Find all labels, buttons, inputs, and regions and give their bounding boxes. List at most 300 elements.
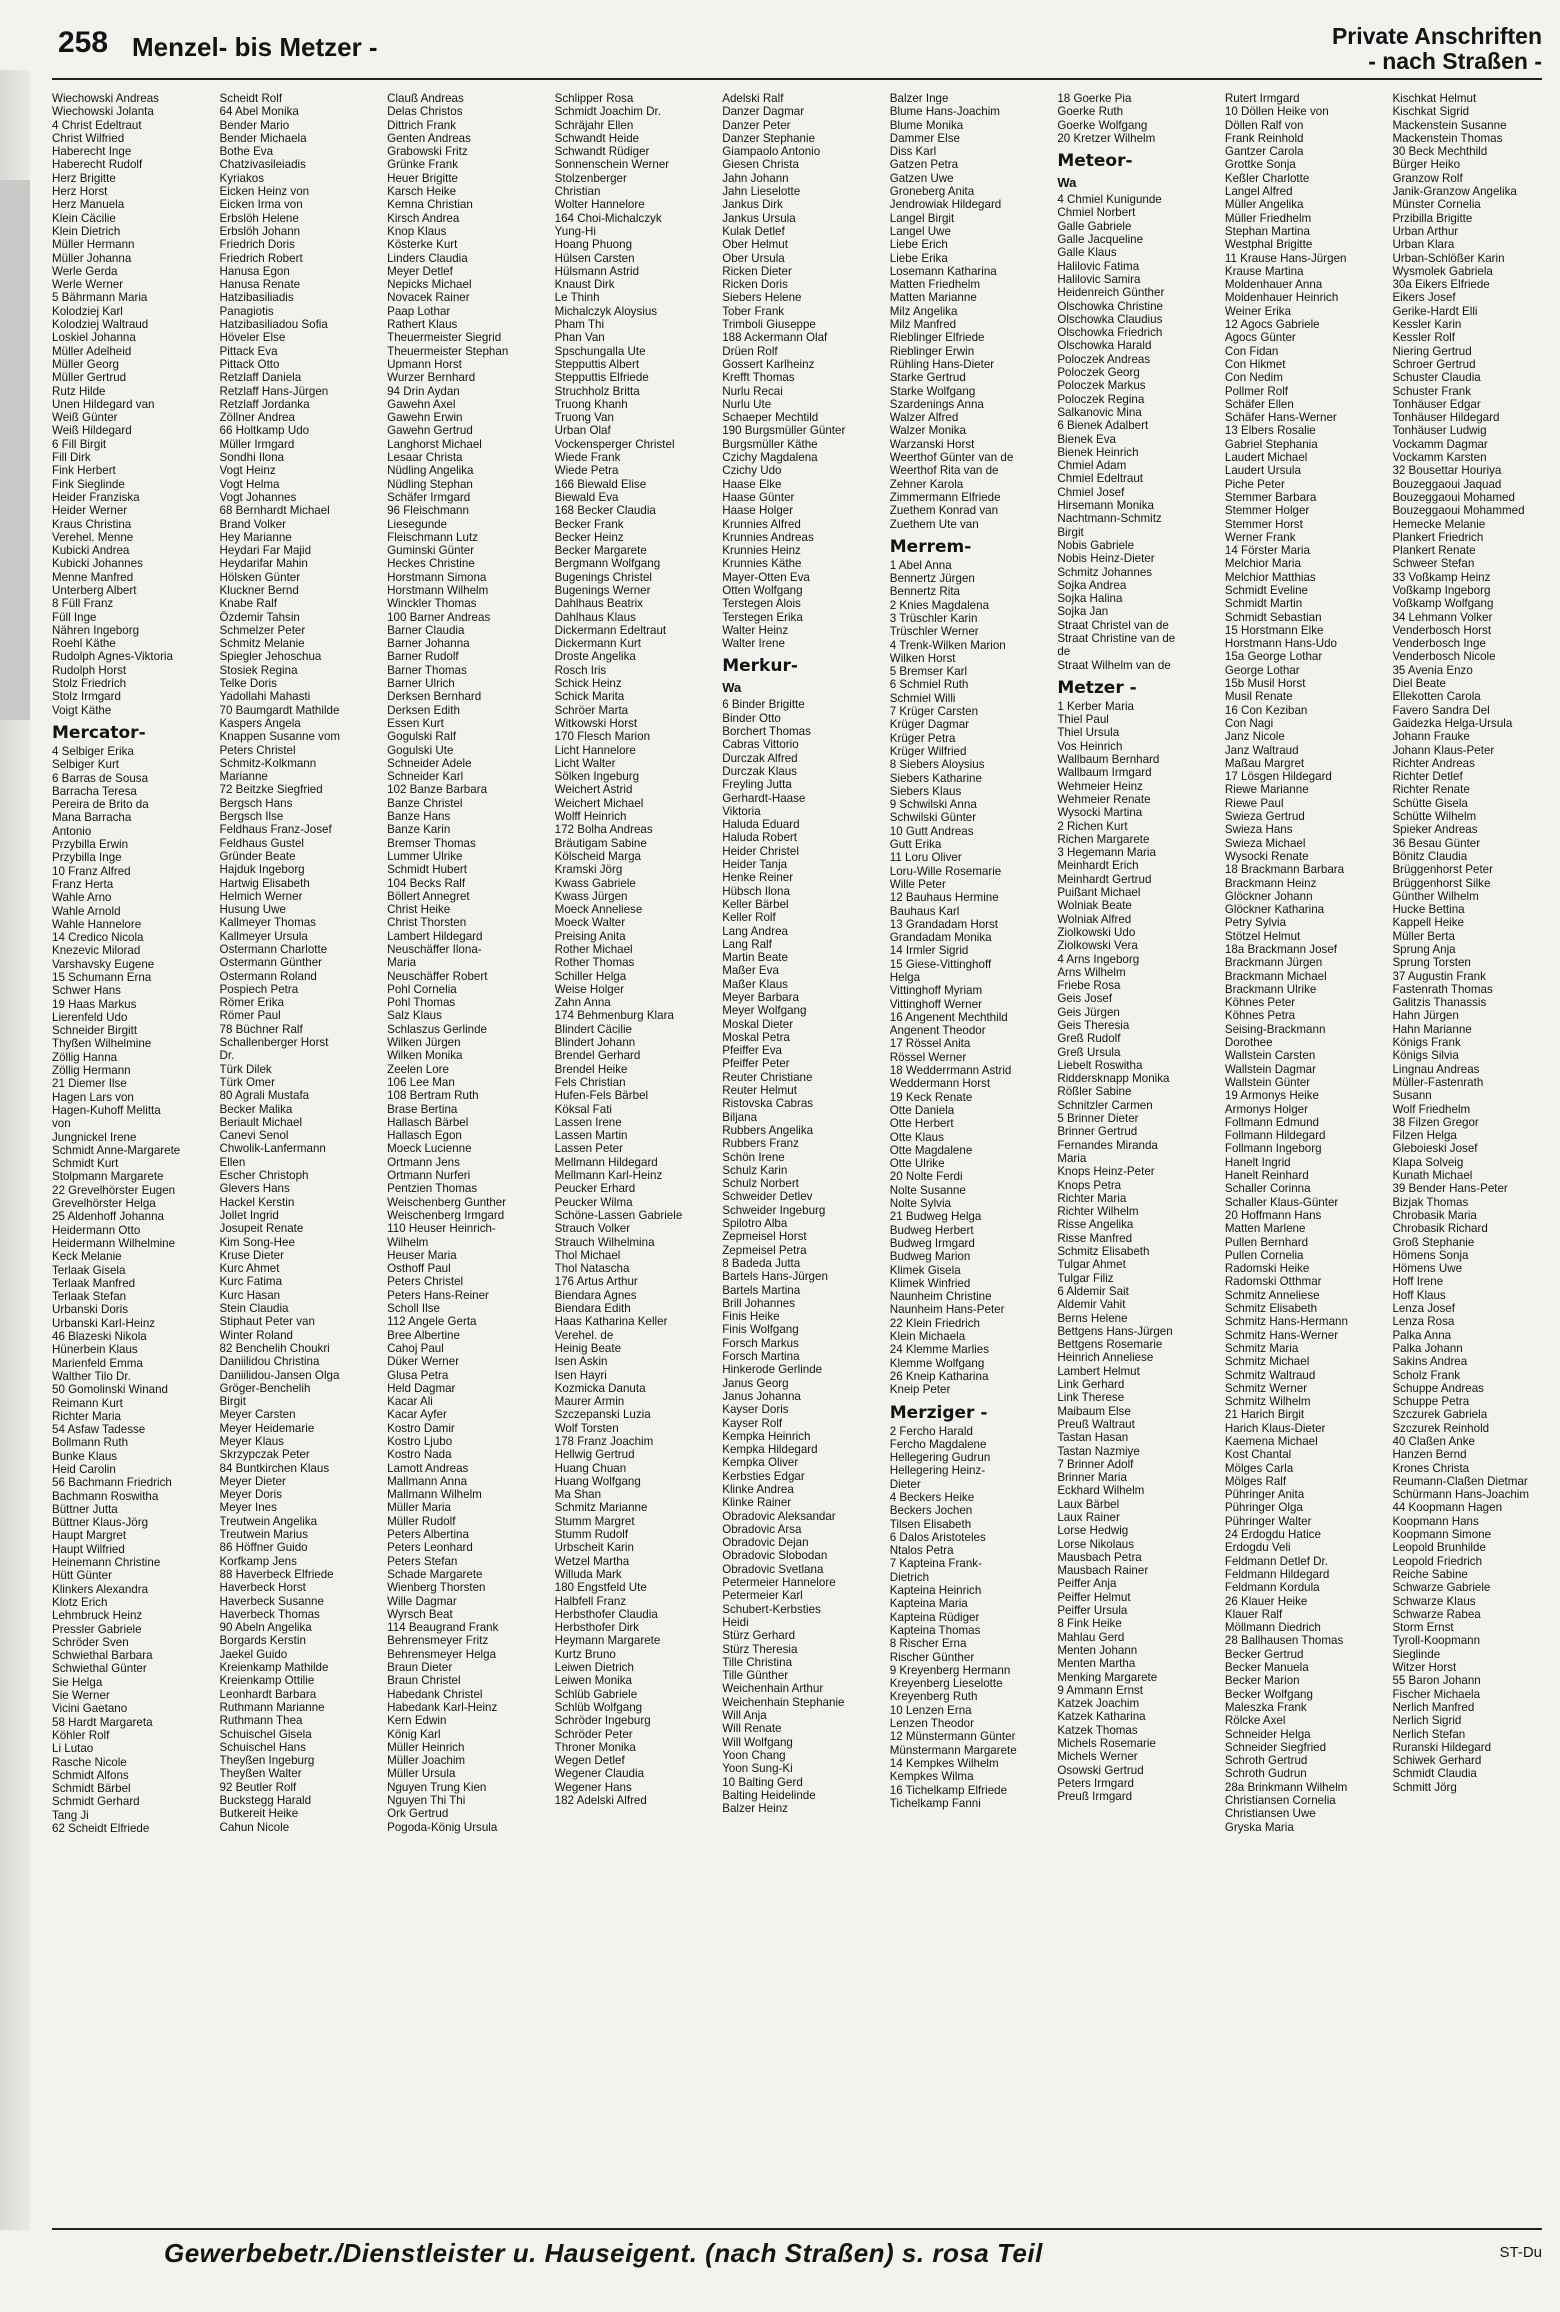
resident-entry: Salz Klaus bbox=[387, 1009, 442, 1023]
resident-entry: Haase Günter bbox=[722, 490, 795, 504]
resident-entry: Meyer Doris bbox=[219, 1488, 283, 1502]
resident-entry: 56 Bachmann Friedrich bbox=[52, 1476, 172, 1490]
resident-entry: Schmidt Hubert bbox=[387, 863, 468, 877]
resident-entry: Huang Chuan bbox=[554, 1461, 627, 1475]
resident-entry: Sprung Torsten bbox=[1392, 956, 1471, 970]
resident-entry: Yadollahi Mahasti bbox=[219, 690, 311, 704]
resident-entry: Hirsemann Monika bbox=[1057, 499, 1154, 513]
resident-entry: Knappen Susanne vom bbox=[219, 730, 341, 744]
resident-entry: Schwer Hans bbox=[52, 984, 121, 998]
resident-entry: Kurc Ahmet bbox=[219, 1262, 280, 1276]
resident-entry: Giesen Christa bbox=[722, 158, 799, 172]
resident-entry: Martin Beate bbox=[722, 951, 788, 965]
resident-entry: 19 Armonys Heike bbox=[1224, 1089, 1319, 1103]
resident-entry: Bergsch Hans bbox=[219, 796, 293, 810]
resident-entry: Maurer Armin bbox=[554, 1395, 625, 1409]
resident-entry: Eicken Heinz von bbox=[219, 185, 310, 199]
street-heading: Mercator- bbox=[52, 722, 146, 743]
resident-entry: Schröder Peter bbox=[554, 1727, 633, 1741]
resident-entry: Bouzeggaoui Mohamed bbox=[1392, 490, 1515, 504]
resident-entry: Haverbeck Susanne bbox=[219, 1594, 324, 1608]
resident-entry: Ristovska Cabras bbox=[722, 1097, 814, 1111]
resident-entry: Lambert Helmut bbox=[1057, 1364, 1140, 1378]
resident-entry: Kozmicka Danuta bbox=[554, 1381, 646, 1395]
resident-entry: Otte Magdalene bbox=[889, 1143, 973, 1157]
resident-entry: Banze Hans bbox=[387, 810, 451, 824]
resident-entry: Lamott Andreas bbox=[387, 1461, 469, 1475]
resident-entry: Chatzivasileiadis bbox=[219, 158, 306, 172]
resident-entry: Swieza Michael bbox=[1224, 836, 1306, 850]
resident-entry: Sojka Andrea bbox=[1057, 578, 1127, 592]
resident-entry: Rölcke Axel bbox=[1224, 1714, 1286, 1728]
resident-entry: 12 Bauhaus Hermine bbox=[889, 891, 999, 905]
resident-entry: Barner Claudia bbox=[387, 623, 465, 637]
resident-entry: Schlaszus Gerlinde bbox=[387, 1022, 487, 1036]
resident-entry: Borgards Kerstin bbox=[219, 1634, 306, 1648]
resident-entry: Jahn Lieselotte bbox=[722, 185, 801, 199]
resident-entry: Hülsen Carsten bbox=[554, 251, 635, 265]
resident-entry: Retzlaff Hans-Jürgen bbox=[219, 384, 329, 398]
resident-entry: Heider Franziska bbox=[52, 490, 140, 504]
resident-entry: Nguyen Thi Thi bbox=[387, 1794, 466, 1807]
resident-entry: Haase Elke bbox=[722, 477, 782, 491]
resident-entry: Kacar Ayfer bbox=[387, 1408, 447, 1422]
resident-entry: Jollet Ingrid bbox=[219, 1208, 279, 1222]
resident-entry: Herbsthofer Dirk bbox=[554, 1621, 640, 1635]
resident-entry: Schmelzer Peter bbox=[219, 623, 306, 637]
directory-column bbox=[1392, 92, 1548, 2220]
resident-entry: Galitzis Thanassis bbox=[1392, 996, 1487, 1010]
resident-entry: 4 Arns Ingeborg bbox=[1057, 952, 1140, 966]
resident-entry: Zöllig Hermann bbox=[52, 1064, 131, 1078]
resident-entry: Pullen Bernhard bbox=[1224, 1235, 1309, 1249]
resident-entry: Vogt Helma bbox=[219, 477, 280, 491]
resident-entry: Stepputtis Albert bbox=[554, 357, 640, 371]
resident-entry: Kraus Christina bbox=[52, 517, 132, 531]
resident-entry: Budweg Herbert bbox=[889, 1223, 974, 1237]
resident-entry: 8 Rischer Erna bbox=[889, 1637, 967, 1651]
resident-entry: Zehner Karola bbox=[889, 477, 964, 491]
resident-entry: Pogoda-König Ursula bbox=[387, 1820, 498, 1834]
resident-entry: Bender Michaela bbox=[219, 131, 307, 145]
resident-entry: Canevi Senol bbox=[219, 1129, 289, 1143]
resident-entry: Brüggenhorst Peter bbox=[1392, 863, 1493, 877]
resident-entry: Milz Manfred bbox=[889, 318, 957, 332]
resident-entry: 80 Agrali Mustafa bbox=[219, 1089, 310, 1103]
resident-entry: Lenza Josef bbox=[1392, 1302, 1455, 1316]
resident-entry: Schmitz Marianne bbox=[554, 1501, 648, 1515]
resident-entry: Behrensmeyer Fritz bbox=[387, 1634, 489, 1648]
resident-entry: Przibilla Brigitte bbox=[1392, 211, 1473, 225]
resident-entry: 9 Schwilski Anna bbox=[889, 798, 977, 812]
resident-entry: Herz Horst bbox=[52, 185, 108, 199]
resident-entry: Droste Angelika bbox=[554, 650, 636, 664]
resident-entry: Olschowka Claudius bbox=[1057, 312, 1163, 326]
resident-entry: Spilotro Alba bbox=[722, 1217, 788, 1231]
resident-entry: Wilken Horst bbox=[889, 651, 956, 665]
resident-entry: Schmidt Claudia bbox=[1392, 1767, 1477, 1781]
resident-entry: 15b Musil Horst bbox=[1224, 677, 1306, 691]
resident-entry: 28 Ballhausen Thomas bbox=[1224, 1634, 1344, 1648]
resident-entry: Grevelhörster Helga bbox=[52, 1197, 156, 1211]
resident-entry: Witzer Horst bbox=[1392, 1661, 1457, 1675]
resident-entry: Hallasch Bärbel bbox=[387, 1115, 469, 1129]
resident-entry: Schmitz Elisabeth bbox=[1057, 1245, 1150, 1259]
resident-entry: Peucker Wilma bbox=[554, 1195, 633, 1209]
resident-entry: 14 Irmler Sigrid bbox=[889, 944, 969, 958]
resident-entry: 168 Becker Claudia bbox=[554, 504, 656, 518]
resident-entry: Gantzer Carola bbox=[1224, 145, 1304, 159]
resident-entry: Moskal Dieter bbox=[722, 1017, 794, 1031]
resident-entry: Fastenrath Thomas bbox=[1392, 982, 1493, 996]
resident-entry: Blume Monika bbox=[889, 118, 964, 132]
resident-entry: Heckes Christine bbox=[387, 557, 475, 571]
resident-entry: Bachmann Roswitha bbox=[52, 1489, 159, 1503]
footer-note: Gewerbebetr./Dienstleister u. Hauseigent. (nach Straßen) s. rosa Teil bbox=[164, 2238, 1043, 2268]
resident-entry: Moeck Walter bbox=[554, 916, 626, 930]
resident-entry: Kolodziej Karl bbox=[52, 304, 123, 318]
resident-entry: Knop Klaus bbox=[387, 224, 447, 238]
resident-entry: 22 Klein Friedrich bbox=[889, 1316, 980, 1330]
resident-entry: Zahn Anna bbox=[554, 996, 611, 1010]
resident-entry: 18 Wedderrmann Astrid bbox=[889, 1064, 1012, 1078]
resident-entry: Filzen Helga bbox=[1392, 1129, 1457, 1143]
resident-entry: 178 Franz Joachim bbox=[554, 1434, 654, 1448]
resident-entry: 62 Scheidt Elfriede bbox=[52, 1822, 150, 1835]
resident-entry: Dahlhaus Klaus bbox=[554, 610, 636, 624]
resident-entry: Richter Maria bbox=[1057, 1191, 1127, 1205]
resident-entry: Nerlich Sigrid bbox=[1392, 1714, 1462, 1728]
resident-entry: Schuster Frank bbox=[1392, 384, 1472, 398]
resident-entry: 84 Buntkirchen Klaus bbox=[219, 1461, 330, 1475]
resident-entry: Ork Gertrud bbox=[387, 1807, 449, 1821]
resident-entry: Schmidt Joachim Dr. bbox=[554, 105, 661, 119]
resident-entry: Königs Frank bbox=[1392, 1036, 1461, 1050]
resident-entry: Tille Günther bbox=[722, 1669, 789, 1683]
resident-entry: Pollmer Rolf bbox=[1224, 384, 1289, 398]
resident-entry: 90 Abeln Angelika bbox=[219, 1621, 312, 1635]
resident-entry: Sonnenschein Werner bbox=[554, 158, 670, 172]
resident-entry: Jahn Johann bbox=[722, 171, 789, 185]
resident-entry: 17 Lösgen Hildegard bbox=[1224, 770, 1332, 784]
resident-entry: Otte Ulrike bbox=[889, 1157, 945, 1171]
resident-entry: Schröder Ingeburg bbox=[554, 1714, 651, 1728]
resident-entry: Obradovic Dejan bbox=[722, 1536, 809, 1550]
resident-entry: Schneider Birgitt bbox=[52, 1024, 138, 1038]
resident-entry: 7 Kapteina Frank- bbox=[889, 1557, 982, 1571]
resident-entry: Moeck Lucienne bbox=[387, 1142, 472, 1156]
resident-entry: Klinke Rainer bbox=[722, 1496, 792, 1510]
resident-entry: Follmann Hildegard bbox=[1224, 1129, 1326, 1143]
resident-entry: Haverbeck Thomas bbox=[219, 1607, 320, 1621]
resident-entry: Petry Sylvia bbox=[1224, 916, 1287, 930]
resident-entry: Reuter Christiane bbox=[722, 1070, 813, 1084]
resident-entry: Vicini Gaetano bbox=[52, 1702, 128, 1716]
resident-entry: Müller Angelika bbox=[1224, 198, 1304, 212]
resident-entry: Kacar Ali bbox=[387, 1395, 433, 1409]
resident-entry: Schmitz Hans-Hermann bbox=[1224, 1315, 1348, 1329]
resident-entry: Müller Friedhelm bbox=[1224, 211, 1312, 225]
resident-entry: Herbsthofer Claudia bbox=[554, 1607, 658, 1621]
resident-entry: Biendara Edith bbox=[554, 1302, 631, 1316]
resident-entry: Katzek Thomas bbox=[1057, 1723, 1138, 1737]
resident-entry: Janz Nicole bbox=[1224, 730, 1285, 744]
resident-entry: Yoon Sung-Ki bbox=[722, 1762, 793, 1776]
resident-entry: Losemann Katharina bbox=[889, 264, 997, 278]
resident-entry: 17 Rössel Anita bbox=[889, 1037, 971, 1051]
resident-entry: Panagiotis bbox=[219, 304, 274, 318]
resident-entry: Neuschäffer Ilona- bbox=[387, 943, 482, 956]
resident-entry: Schütte Gisela bbox=[1392, 796, 1468, 810]
resident-entry: Favero Sandra Del bbox=[1392, 703, 1490, 717]
resident-entry: Wehmeier Renate bbox=[1057, 792, 1151, 806]
resident-entry: Leopold Brunhilde bbox=[1392, 1541, 1486, 1555]
resident-entry: Langel Alfred bbox=[1224, 185, 1293, 199]
resident-entry: Schwarze Rabea bbox=[1392, 1607, 1481, 1621]
resident-entry: Dr. bbox=[219, 1049, 235, 1063]
resident-entry: Walzer Monika bbox=[889, 424, 967, 438]
directory-column bbox=[1057, 92, 1213, 2220]
resident-entry: Weddermann Horst bbox=[889, 1077, 991, 1091]
resident-entry: 172 Bolha Andreas bbox=[554, 823, 653, 837]
resident-entry: Laudert Michael bbox=[1224, 451, 1308, 465]
resident-entry: 10 Lenzen Erna bbox=[889, 1703, 972, 1717]
resident-entry: Helga bbox=[889, 971, 921, 984]
resident-entry: Thiel Ursula bbox=[1057, 726, 1120, 740]
resident-entry: 9 Kreyenberg Hermann bbox=[889, 1663, 1011, 1677]
resident-entry: Schäfer Hans-Werner bbox=[1224, 411, 1337, 425]
resident-entry: Christ Thorsten bbox=[387, 916, 467, 930]
resident-entry: Terstegen Alois bbox=[722, 597, 801, 611]
resident-entry: Kempka Heinrich bbox=[722, 1429, 811, 1443]
resident-entry: Schön Irene bbox=[722, 1150, 785, 1164]
resident-entry: Glusa Petra bbox=[387, 1368, 449, 1382]
resident-entry: Kerbsties Edgar bbox=[722, 1469, 805, 1483]
resident-entry: 10 Gutt Andreas bbox=[889, 824, 974, 838]
resident-entry: Klinke Andrea bbox=[722, 1482, 794, 1496]
resident-entry: Schmitz Elisabeth bbox=[1224, 1302, 1318, 1316]
resident-entry: Goerke Ruth bbox=[1057, 105, 1124, 119]
resident-entry: Schmidt Bärbel bbox=[52, 1782, 131, 1796]
resident-entry: Sondhi Ilona bbox=[219, 451, 285, 465]
resident-entry: Bennertz Rita bbox=[889, 585, 961, 599]
resident-entry: Budweg Irmgard bbox=[889, 1236, 975, 1250]
resident-entry: Heidi bbox=[722, 1615, 749, 1629]
resident-entry: Hanusa Renate bbox=[219, 278, 301, 292]
resident-entry: Novacek Rainer bbox=[387, 291, 470, 305]
resident-entry: Bollmann Ruth bbox=[52, 1436, 129, 1450]
resident-entry: Erdogdu Veli bbox=[1224, 1541, 1291, 1555]
resident-entry: Peucker Erhard bbox=[554, 1182, 636, 1196]
resident-entry: Schmitz Anneliese bbox=[1224, 1288, 1320, 1302]
street-heading: Merrem- bbox=[889, 536, 972, 557]
resident-entry: Bönitz Claudia bbox=[1392, 849, 1468, 863]
resident-entry: Tulgar Filiz bbox=[1057, 1271, 1114, 1285]
resident-entry: 110 Heuser Heinrich- bbox=[387, 1222, 496, 1236]
resident-entry: Reiche Sabine bbox=[1392, 1567, 1468, 1581]
resident-entry: Leonhardt Barbara bbox=[219, 1687, 317, 1701]
resident-entry: Tastan Hasan bbox=[1057, 1431, 1129, 1445]
resident-entry: Hütt Günter bbox=[52, 1569, 112, 1583]
resident-entry: Lesaar Christa bbox=[387, 451, 463, 465]
resident-entry: Hey Marianne bbox=[219, 530, 292, 544]
resident-entry: Becker Frank bbox=[554, 517, 624, 531]
resident-entry: Schwandt Heide bbox=[554, 131, 640, 145]
resident-entry: Bunke Klaus bbox=[52, 1449, 118, 1463]
resident-entry: Straat Christel van de bbox=[1057, 618, 1169, 632]
resident-entry: Klein Dietrich bbox=[52, 224, 121, 238]
resident-entry: Bennertz Jürgen bbox=[889, 572, 975, 586]
resident-entry: 40 Claßen Anke bbox=[1392, 1434, 1475, 1448]
resident-entry: Gogulski Ralf bbox=[387, 730, 457, 744]
resident-entry: Müller-Fastenrath bbox=[1392, 1075, 1484, 1089]
resident-entry: Truong Khanh bbox=[554, 397, 628, 411]
resident-entry: Winckler Thomas bbox=[387, 597, 477, 611]
resident-entry: Lenzen Theodor bbox=[889, 1717, 974, 1731]
resident-entry: Zöllig Hanna bbox=[52, 1050, 118, 1064]
resident-entry: Kunath Michael bbox=[1392, 1169, 1473, 1183]
resident-entry: Preuß Waltraut bbox=[1057, 1417, 1135, 1431]
resident-entry: Kischkat Sigrid bbox=[1392, 105, 1470, 119]
resident-entry: Feldmann Detlef Dr. bbox=[1224, 1554, 1328, 1568]
resident-entry: Kluckner Bernd bbox=[219, 583, 299, 597]
resident-entry: Rother Thomas bbox=[554, 956, 635, 970]
resident-entry: Meyer Barbara bbox=[722, 991, 799, 1004]
resident-entry: Hallasch Egon bbox=[387, 1129, 462, 1143]
resident-entry: Theuermeister Stephan bbox=[387, 344, 509, 358]
resident-entry: Müller Heinrich bbox=[387, 1740, 465, 1754]
resident-entry: Schmiel Willi bbox=[889, 691, 956, 705]
resident-entry: Michels Werner bbox=[1057, 1750, 1138, 1764]
resident-entry: Schmitz Johannes bbox=[1057, 565, 1153, 579]
resident-entry: 28a Brinkmann Wilhelm bbox=[1224, 1780, 1348, 1794]
resident-entry: Guminski Günter bbox=[387, 544, 475, 558]
resident-entry: 114 Beaugrand Frank bbox=[387, 1621, 499, 1635]
resident-entry: Schroth Gudrun bbox=[1224, 1767, 1307, 1781]
resident-entry: Erbslöh Johann bbox=[219, 224, 301, 238]
resident-entry: Warzanski Horst bbox=[889, 437, 975, 451]
resident-entry: Risse Manfred bbox=[1057, 1231, 1133, 1245]
resident-entry: 16 Tichelkamp Elfriede bbox=[889, 1783, 1008, 1797]
resident-entry: Meyer Wolfgang bbox=[722, 1004, 807, 1018]
resident-entry: Rasche Nicole bbox=[52, 1755, 127, 1769]
resident-entry: 112 Angele Gerta bbox=[387, 1315, 477, 1329]
resident-entry: Stein Claudia bbox=[219, 1302, 289, 1316]
resident-entry: 180 Engstfeld Ute bbox=[554, 1581, 647, 1595]
resident-entry: Schulz Norbert bbox=[722, 1177, 799, 1191]
resident-entry: Schwilski Günter bbox=[889, 811, 977, 825]
resident-entry: Günther Wilhelm bbox=[1392, 889, 1479, 903]
resident-entry: Christiansen Uwe bbox=[1224, 1807, 1316, 1821]
resident-entry: Schmitz Maria bbox=[1224, 1341, 1299, 1355]
resident-entry: Bauhaus Karl bbox=[889, 904, 960, 918]
resident-entry: Beckers Jochen bbox=[889, 1504, 973, 1518]
resident-entry: Karsch Heike bbox=[387, 185, 457, 199]
resident-entry: Rühling Hans-Dieter bbox=[889, 357, 995, 371]
resident-entry: Schäfer Ellen bbox=[1224, 397, 1294, 411]
resident-entry: Hufen-Fels Bärbel bbox=[554, 1089, 649, 1103]
resident-entry: Maria bbox=[1057, 1151, 1087, 1165]
resident-entry: Hübsch Ilona bbox=[722, 884, 790, 898]
resident-entry: Peters Irmgard bbox=[1057, 1776, 1135, 1790]
resident-entry: Biendara Agnes bbox=[554, 1288, 637, 1302]
resident-entry: Pühringer Walter bbox=[1224, 1514, 1312, 1528]
resident-entry: Ruranski Hildegard bbox=[1392, 1740, 1492, 1754]
resident-entry: Müller Rudolf bbox=[387, 1514, 456, 1528]
resident-entry: Haupt Wilfried bbox=[52, 1542, 125, 1556]
resident-entry: Schmidt Eveline bbox=[1224, 583, 1309, 597]
resident-entry: Heymann Margarete bbox=[554, 1634, 661, 1648]
resident-entry: Tastan Nazmiye bbox=[1057, 1444, 1140, 1458]
resident-entry: Grabowski Fritz bbox=[387, 145, 468, 159]
resident-entry: Bouzeggaoui Jaquad bbox=[1392, 477, 1502, 491]
resident-entry: Jankus Ursula bbox=[722, 211, 796, 225]
resident-entry: 32 Bousettar Houriya bbox=[1392, 464, 1502, 478]
resident-entry: Varshavsky Eugene bbox=[52, 957, 155, 971]
resident-entry: Krause Martina bbox=[1224, 264, 1304, 278]
resident-entry: Wiechowski Jolanta bbox=[52, 105, 154, 119]
resident-entry: Gogulski Ute bbox=[387, 743, 454, 757]
resident-entry: Wallbaum Irmgard bbox=[1057, 766, 1152, 780]
resident-entry: Moldenhauer Heinrich bbox=[1224, 291, 1339, 305]
resident-entry: Düker Werner bbox=[387, 1355, 460, 1369]
resident-entry: Mallmann Anna bbox=[387, 1474, 468, 1488]
resident-entry: Susann bbox=[1392, 1089, 1432, 1103]
page-number: 258 bbox=[58, 26, 109, 59]
resident-entry: Stötzel Helmut bbox=[1224, 929, 1301, 943]
resident-entry: Pfeiffer Eva bbox=[722, 1044, 782, 1058]
resident-entry: 13 Elbers Rosalie bbox=[1224, 424, 1316, 438]
resident-entry: Schuischel Hans bbox=[219, 1740, 306, 1754]
resident-entry: 21 Budweg Helga bbox=[889, 1210, 982, 1224]
resident-entry: Danzer Dagmar bbox=[722, 105, 805, 119]
resident-entry: Durczak Alfred bbox=[722, 751, 798, 765]
resident-entry: Korfkamp Jens bbox=[219, 1554, 297, 1568]
resident-entry: Geis Jürgen bbox=[1057, 1005, 1120, 1019]
resident-entry: Blindert Cäcilie bbox=[554, 1022, 632, 1036]
resident-entry: Müller Maria bbox=[387, 1501, 451, 1515]
resident-entry: Pereira de Brito da bbox=[52, 798, 149, 812]
resident-entry: Lassen Irene bbox=[554, 1115, 622, 1129]
resident-entry: 2 Knies Magdalena bbox=[889, 598, 990, 612]
resident-entry: Kappell Heike bbox=[1392, 916, 1464, 930]
resident-entry: Rutz Hilde bbox=[52, 384, 106, 398]
resident-entry: Fercho Magdalene bbox=[889, 1437, 987, 1451]
resident-entry: Lang Andrea bbox=[722, 924, 788, 938]
resident-entry: Kolodziej Waltraud bbox=[52, 318, 149, 332]
directory-column bbox=[890, 92, 1046, 2220]
resident-entry: Greß Rudolf bbox=[1057, 1032, 1121, 1046]
resident-entry: 4 Trenk-Wilken Marion bbox=[889, 638, 1006, 652]
resident-entry: 24 Erdogdu Hatice bbox=[1224, 1528, 1321, 1542]
resident-entry: Rother Michael bbox=[554, 943, 633, 956]
resident-entry: Wurzer Bernhard bbox=[387, 371, 476, 385]
resident-entry: Schwiethal Günter bbox=[52, 1662, 147, 1676]
resident-entry: Tille Christina bbox=[722, 1655, 793, 1669]
resident-entry: Bartels Hans-Jürgen bbox=[722, 1270, 828, 1284]
resident-entry: Keller Rolf bbox=[722, 911, 776, 925]
resident-entry: Schaller Klaus-Günter bbox=[1224, 1195, 1339, 1209]
page-footer bbox=[52, 2228, 1542, 2274]
resident-entry: Viktoria bbox=[722, 804, 761, 818]
resident-entry: Heuer Brigitte bbox=[387, 171, 458, 185]
resident-entry: 8 Badeda Jutta bbox=[722, 1256, 801, 1270]
resident-entry: Biljana bbox=[722, 1110, 758, 1124]
resident-entry: 188 Ackermann Olaf bbox=[722, 331, 828, 345]
resident-entry: Obradovic Slobodan bbox=[722, 1549, 828, 1563]
resident-entry: Geis Theresia bbox=[1057, 1019, 1130, 1032]
resident-entry: Christiansen Cornelia bbox=[1224, 1794, 1336, 1807]
